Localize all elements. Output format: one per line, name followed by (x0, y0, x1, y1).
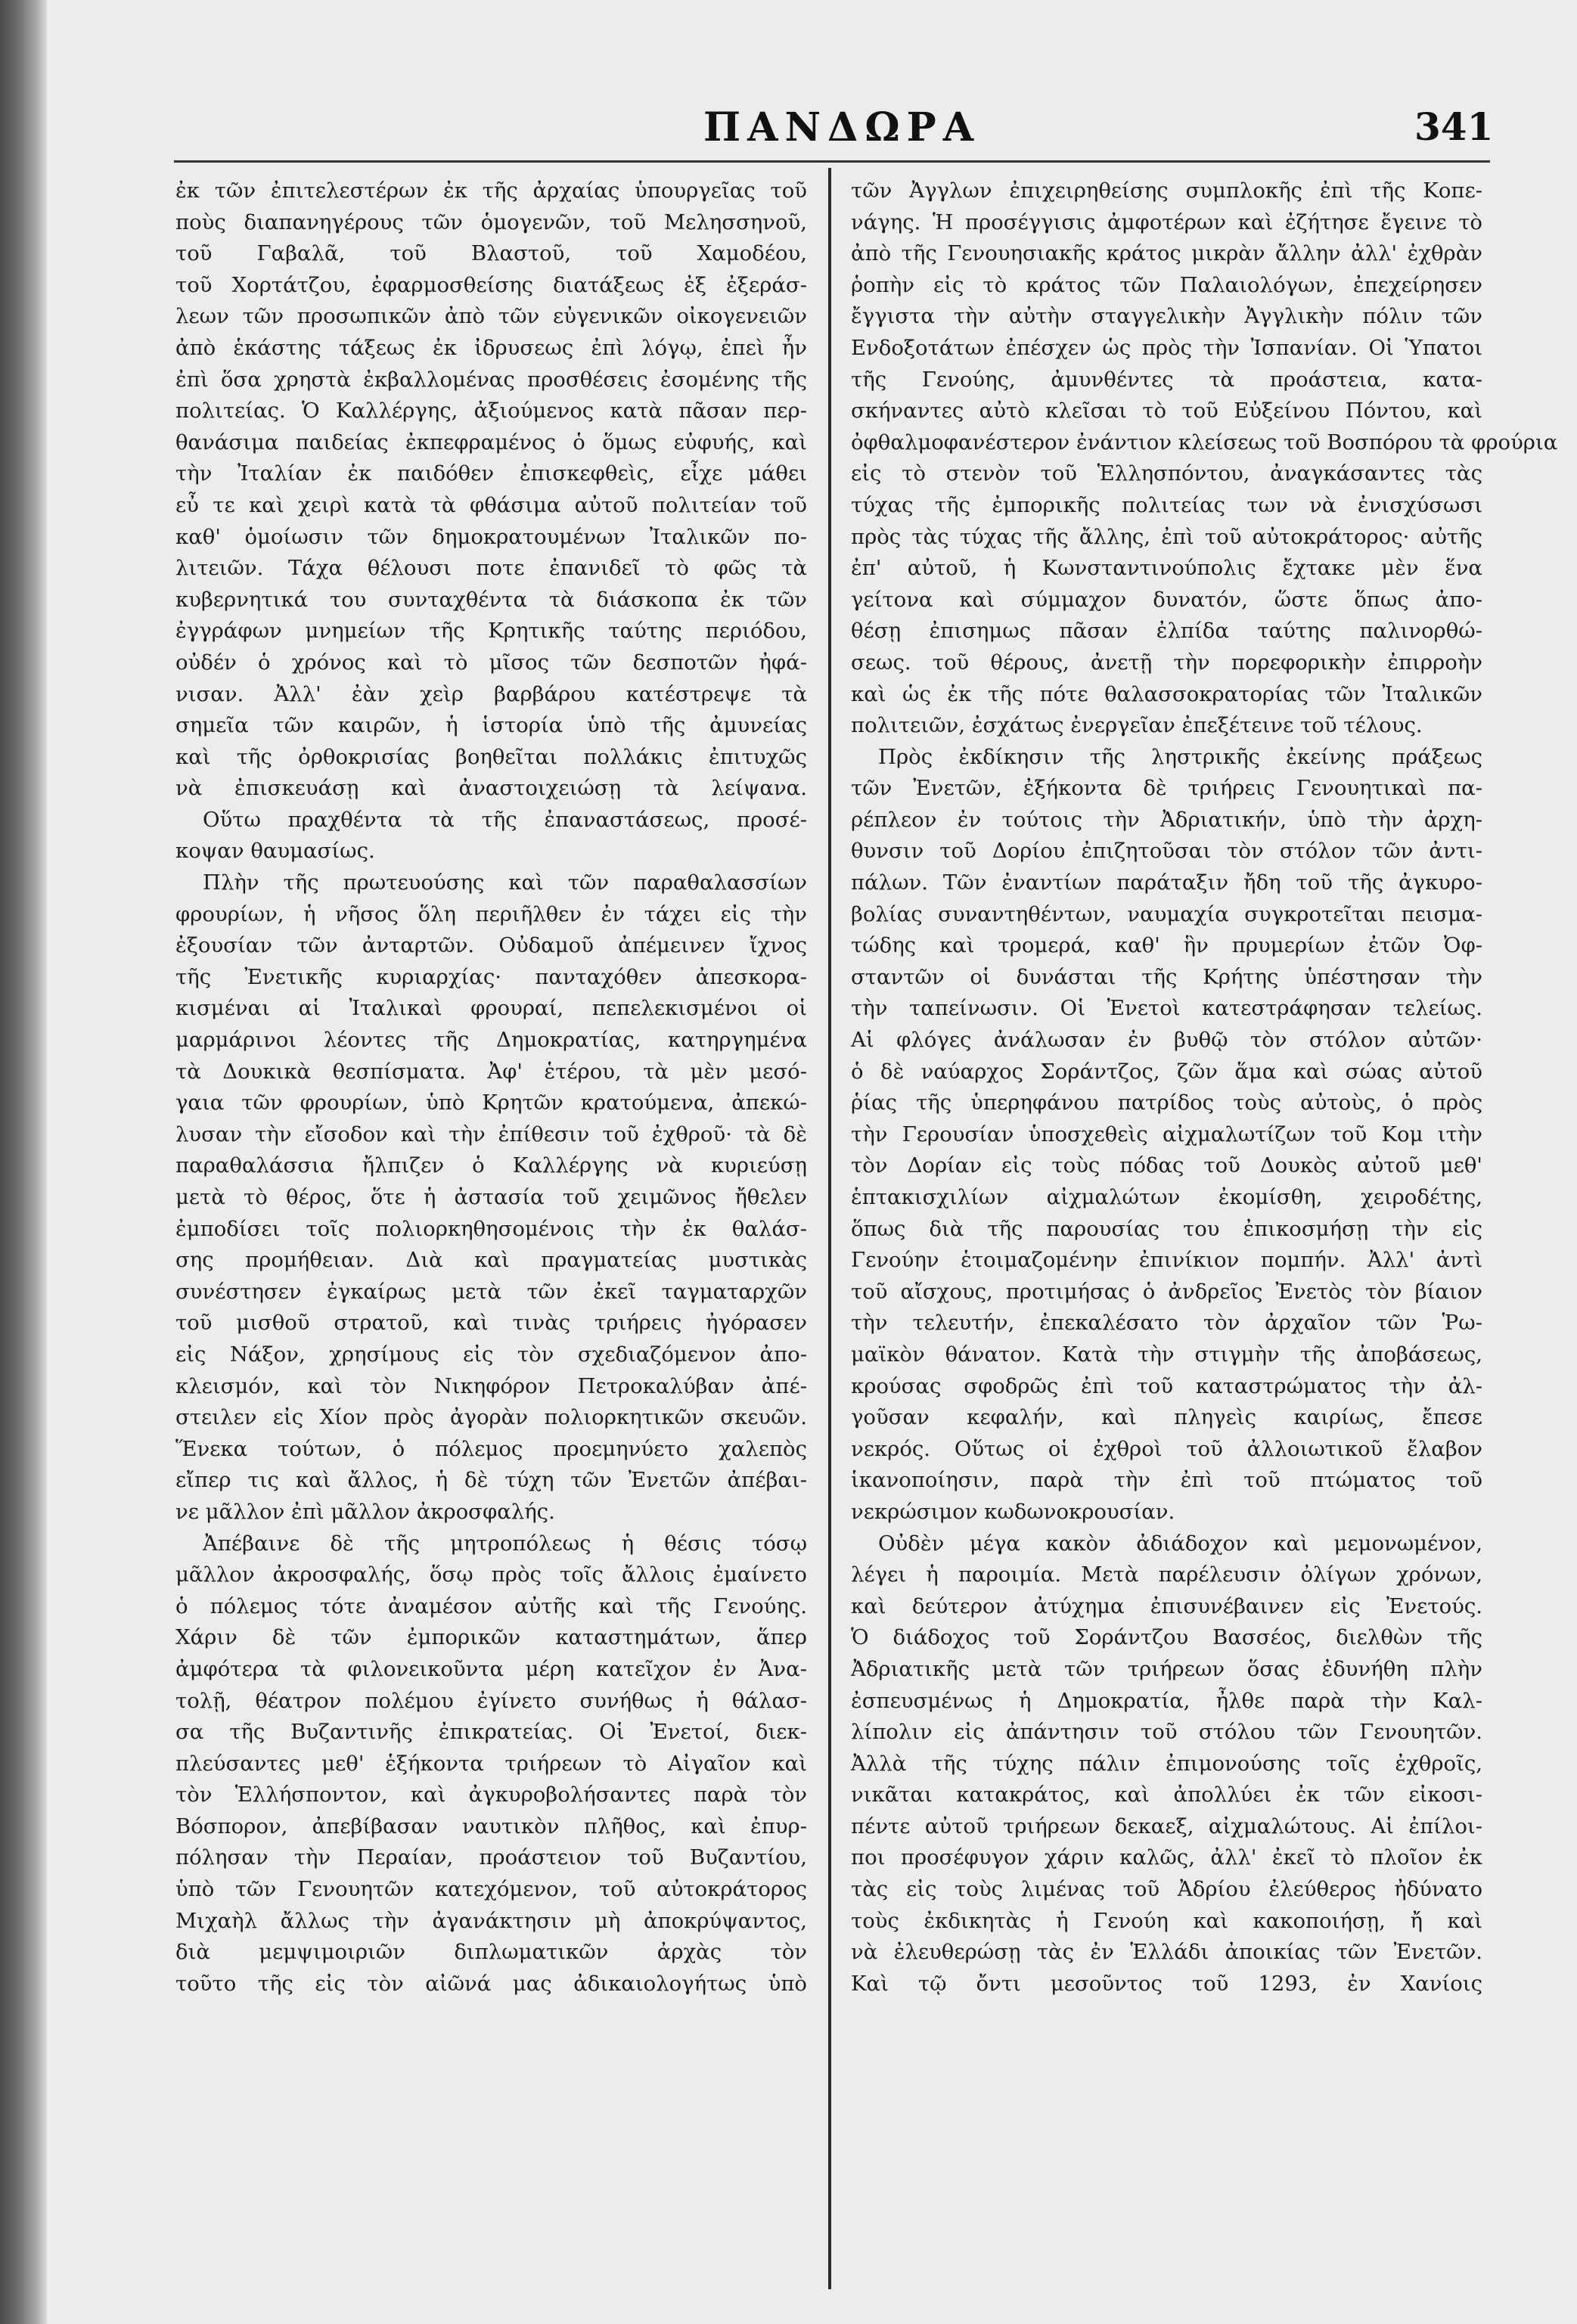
text-line: νὰ ἐλευθερώσῃ τὰς ἐν Ἑλλάδι ἀποικίας τῶν Ἐνετῶν. (851, 1940, 1482, 1965)
text-line: παραθαλάσσια ἤλπιζεν ὁ Καλλέργης νὰ κυριεύσῃ (175, 1153, 807, 1178)
text-line: ῥίας τῆς ὑπερηφάνου πατρίδος τοὺς αὐτοὺς, ὁ πρὸς (851, 1091, 1482, 1115)
text-line: σα τῆς Βυζαντινῆς ἐπικρατείας. Οἱ Ἐνετοί, διεκ- (175, 1720, 807, 1745)
text-line: τὴν τελευτήν, ἐπεκαλέσατο τὸν ἀρχαῖον τῶν Ῥω- (851, 1311, 1482, 1336)
text-line: πόλησαν τὴν Περαίαν, προάστειον τοῦ Βυζαντίου, (175, 1845, 807, 1870)
text-line: νε μᾶλλον ἐπὶ μᾶλλον ἀκροσφαλής. (175, 1499, 555, 1524)
text-line: γαια τῶν φρουρίων, ὑπὸ Κρητῶν κρατούμενα, ἀπεκώ- (175, 1091, 807, 1115)
text-line: ὁ δὲ ναύαρχος Σοράντζος, ζῶν ἅμα καὶ σώας αὐτοῦ (851, 1059, 1482, 1084)
text-line: κρούσας σφοδρῶς ἐπὶ τοῦ καταστρώματος τὴν ἀλ- (851, 1373, 1482, 1398)
text-line: εὖ τε καὶ χειρὶ κατὰ τὰ φθάσιμα αὐτοῦ πολιτείαν τοῦ (175, 492, 807, 517)
text-line: Χάριν δὲ τῶν ἐμπορικῶν καταστημάτων, ἅπερ (175, 1625, 807, 1650)
right-text-column (851, 175, 1558, 2000)
text-line: Αἱ φλόγες ἀνάλωσαν ἐν βυθῷ τὸν στόλον αὐτῶν· (851, 1028, 1482, 1053)
text-line: ῥοπὴν εἰς τὸ κράτος τῶν Παλαιολόγων, ἐπεχείρησεν (851, 272, 1482, 297)
text-line: λίπολιν εἰς ἀπάντησιν τοῦ στόλου τῶν Γενουητῶν. (851, 1720, 1482, 1745)
text-line: τοῦ Γαβαλᾶ, τοῦ Βλαστοῦ, τοῦ Χαμοδέου, (175, 241, 807, 266)
text-line: συνέστησεν ἐγκαίρως μετὰ τῶν ἐκεῖ ταγματαρχῶν (175, 1279, 807, 1304)
text-line: κλεισμόν, καὶ τὸν Νικηφόρον Πετροκαλύβαν ἀπέ- (175, 1373, 807, 1398)
text-line: διὰ μεμψιμοιριῶν διπλωματικῶν ἀρχὰς τὸν (175, 1940, 807, 1965)
text-line: ποὺς διαπανηγέρους τῶν ὁμογενῶν, τοῦ Μελησσηνοῦ, (175, 209, 807, 234)
page-number: 341 (1414, 104, 1494, 149)
text-line: τὸν Ἑλλήσποντον, καὶ ἀγκυροβολήσαντες παρὰ τὸν (175, 1783, 807, 1807)
text-line: ποι προσέφυγον χάριν καλῶς, ἀλλ' ἐκεῖ τὸ πλοῖον ἐκ (851, 1845, 1482, 1870)
text-line: καὶ δεύτερον ἀτύχημα ἐπισυνέβαινεν εἰς Ἐνετούς. (851, 1593, 1482, 1618)
text-line: τοῦ αἴσχους, προτιμήσας ὁ ἀνδρεῖος Ἐνετὸς τὸν βίαιον (851, 1279, 1482, 1304)
text-line: Πρὸς ἐκδίκησιν τῆς ληστρικῆς ἐκείνης πράξεως (878, 744, 1482, 769)
text-line: εἰς Νάξον, χρησίμους εἰς τὸν σχεδιαζόμενον ἀπο- (175, 1342, 807, 1367)
text-line: γοῦσαν κεφαλήν, καὶ πληγεὶς καιρίως, ἔπεσε (851, 1405, 1482, 1430)
text-line: ὅπως διὰ τῆς παρουσίας του ἐπικοσμήσῃ τὴν εἰς (851, 1216, 1482, 1241)
text-line: νάγης. Ἡ προσέγγισις ἀμφοτέρων καὶ ἐζήτησε ἔγεινε τὸ (851, 209, 1482, 234)
text-line: Μιχαὴλ ἄλλως τὴν ἀγανάκτησιν μὴ ἀποκρύψαντος, (175, 1908, 807, 1933)
text-line: σταντῶν οἱ δυνάσται τῆς Κρήτης ὑπέστησαν τὴν (851, 964, 1482, 989)
text-line: ρέπλεον ἐν τούτοις τὴν Ἀδριατικήν, ὑπὸ τὴν ἀρχη- (851, 807, 1482, 832)
text-line: ἀπὸ τῆς Γενουησιακῆς κράτος μικρὰν ἄλλην ἀλλ' ἐχθρὰν (851, 241, 1482, 266)
text-line: ἐσπευσμένως ἡ Δημοκρατία, ἦλθε παρὰ τὴν Καλ- (851, 1688, 1482, 1713)
text-line: Πλὴν τῆς πρωτευούσης καὶ τῶν παραθαλασσίων (203, 870, 807, 895)
text-line: κισμέναι αἱ Ἰταλικαὶ φρουραί, πεπελεκισμένοι οἱ (175, 996, 807, 1021)
text-line: Ἀδριατικῆς μετὰ τῶν τριήρεων ὅσας ἐδυνήθη πλὴν (851, 1656, 1482, 1681)
header-rule (174, 160, 1490, 163)
text-line: κυβερνητικά του συνταχθέντα τὰ διάσκοπα ἐκ τῶν (175, 587, 807, 612)
text-line: τώδης καὶ τρομερά, καθ' ἣν πρυμερίων ἐτῶν Ὀφ- (851, 933, 1482, 958)
text-line: τῆς Γενούης, ἀμυνθέντες τὰ προάστεια, κατα- (851, 367, 1482, 392)
text-line: νικᾶται κατακράτος, καὶ ἀπολλύει ἐκ τῶν εἰκοσι- (851, 1783, 1482, 1807)
text-line: ἑπτακισχιλίων αἰχμαλώτων ἐκομίσθη, χειροδέτης, (851, 1185, 1482, 1209)
text-line: πέντε αὐτοῦ τριήρεων δεκαεξ, αἰχμαλώτους. Αἱ ἐπίλοι- (851, 1814, 1482, 1838)
text-line: ἀμφότερα τὰ φιλονεικοῦντα μέρη κατεῖχον ἐν Ἀνα- (175, 1656, 807, 1681)
text-line: τὴν Ἰταλίαν ἐκ παιδόθεν ἐπισκεφθεὶς, εἶχε μάθει (175, 461, 807, 486)
text-line: ὑπὸ τῶν Γενουητῶν κατεχόμενον, τοῦ αὐτοκράτορος (175, 1877, 807, 1902)
text-line: ἔγγιστα τὴν αὐτὴν σταγγελικὴν Ἀγγλικὴν πόλιν τῶν (851, 304, 1482, 329)
text-line: τολῇ, θέατρον πολέμου ἐγίνετο συνήθως ἡ θάλασ- (175, 1688, 807, 1713)
text-line: ἐκ τῶν ἐπιτελεστέρων ἐκ τῆς ἀρχαίας ὑπουργεῖας τοῦ (175, 178, 807, 203)
text-line: τῶν Ἀγγλων ἐπιχειρηθείσης συμπλοκῆς ἐπὶ τῆς Κοπε- (851, 178, 1482, 203)
text-line: τοῦτο τῆς εἰς τὸν αἰῶνά μας ἀδικαιολογήτως ὑπὸ (175, 1971, 807, 1996)
text-line: πολιτειῶν, ἐσχάτως ἐνεργεῖαν ἐπεξέτεινε τοῦ τέλους. (851, 713, 1423, 738)
text-line: κοψαν θαυμασίως. (175, 839, 375, 864)
text-line: βολίας συναντηθέντων, ναυμαχία συγκροτεῖται πεισμα- (851, 901, 1482, 926)
text-line: τοῦ Χορτάτζου, ἐφαρμοσθείσης διατάξεως ἐξ ἐξεράσ- (175, 272, 807, 297)
text-line: νεκρός. Οὕτως οἱ ἐχθροὶ τοῦ ἀλλοιωτικοῦ ἔλαβον (851, 1436, 1482, 1461)
text-line: τὰ Δουκικὰ θεσπίσματα. Ἀφ' ἑτέρου, τὰ μὲν μεσό- (175, 1059, 807, 1084)
text-line: σεως. τοῦ θέρους, ἀνετῇ τὴν πορεφορικὴν ἐπιρροὴν (851, 650, 1482, 675)
text-line: θανάσιμα παιδείας ἐκπεφραμένος ὁ ὅμως εὐφυής, καὶ (175, 430, 807, 455)
text-line: τοὺς ἐκδικητὰς ἡ Γενούη καὶ κακοποιήσῃ, ἤ καὶ (851, 1908, 1482, 1933)
text-line: τὴν ταπείνωσιν. Οἱ Ἐνετοὶ κατεστράφησαν τελείως. (851, 996, 1482, 1021)
text-line: σης προμήθειαν. Διὰ καὶ πραγματείας μυστικὰς (175, 1248, 807, 1273)
text-line: οὐδέν ὁ χρόνος καὶ τὸ μῖσος τῶν δεσποτῶν ἠφά- (175, 650, 807, 675)
text-line: τύχας τῆς ἐμπορικῆς πολιτείας των νὰ ἐνισχύσωσι (851, 492, 1482, 517)
text-line: φρουρίων, ἡ νῆσος ὅλη περιῆλθεν ἐν τάχει εἰς τὴν (175, 901, 807, 926)
text-line: τὴν Γερουσίαν ὑποσχεθεὶς αἰχμαλωτίζων τοῦ Κομ ιτὴν (851, 1122, 1482, 1146)
text-line: καθ' ὁμοίωσιν τῶν δημοκρατουμένων Ἰταλικῶν πο- (175, 524, 807, 549)
text-line: ὀφθαλμοφανέστερον ἐνάντιον κλείσεως τοῦ Βοσπόρου τὰ φρούρια (851, 430, 1558, 455)
text-line: στειλεν εἰς Χίον πρὸς ἀγορὰν πολιορκητικῶν σκευῶν. (175, 1405, 807, 1430)
text-line: λεων τῶν προσωπικῶν ἀπὸ τῶν εὐγενικῶν οἰκογενειῶν (175, 304, 807, 329)
text-line: Βόσπορον, ἀπεβίβασαν ναυτικὸν πλῆθος, καὶ ἐπυρ- (175, 1814, 807, 1838)
text-line: τῶν Ἐνετῶν, ἐξήκοντα δὲ τριήρεις Γενουητικαὶ πα- (851, 776, 1482, 801)
text-line: ἱκανοποίησιν, παρὰ τὴν ἐπὶ τοῦ πτώματος τοῦ (851, 1468, 1482, 1493)
text-line: εἴπερ τις καὶ ἄλλος, ἡ δὲ τύχη τῶν Ἐνετῶν ἀπέβαι- (175, 1468, 807, 1493)
text-line: ἀπὸ ἑκάστης τάξεως ἐκ ἰδρυσεως ἐπὶ λόγῳ, ἐπεὶ ἦν (175, 335, 807, 360)
text-line: σκήναντες αὐτὸ κλεῖσαι τὸ τοῦ Εὐξείνου Πόντου, καὶ (851, 399, 1482, 424)
text-line: ἐξουσίαν τῶν ἀνταρτῶν. Οὐδαμοῦ ἀπέμεινεν ἴχνος (175, 933, 807, 958)
text-line: ἐγγράφων μνημείων τῆς Κρητικῆς ταύτης περιόδου, (175, 619, 807, 644)
text-line: μᾶλλον ἀκροσφαλής, ὅσῳ πρὸς τοῖς ἄλλοις ἐμαίνετο (175, 1562, 807, 1587)
text-line: Γενούην ἑτοιμαζομένην ἐπινίκιον πομπήν. Ἀλλ' ἀντὶ (851, 1248, 1482, 1273)
text-line: καὶ ὡς ἐκ τῆς πότε θαλασσοκρατορίας τῶν Ἰταλικῶν (851, 681, 1482, 706)
text-line: σημεῖα τῶν καιρῶν, ἡ ἱστορία ὑπὸ τῆς ἀμυνείας (175, 713, 807, 738)
text-line: πρὸς τὰς τύχας τῆς ἄλλης, ἐπὶ τοῦ αὐτοκράτορος· αὐτῆς (851, 524, 1482, 549)
text-line: θέσῃ ἐπισημως πᾶσαν ἐλπίδα ταύτης παλινορθώ- (851, 619, 1482, 644)
running-header-title: ΠΑΝΔΩΡΑ (703, 104, 981, 150)
text-line: μαϊκὸν θάνατον. Κατὰ τὴν στιγμὴν τῆς ἀποβάσεως, (851, 1342, 1482, 1367)
text-line: λέγει ἡ παροιμία. Μετὰ παρέλευσιν ὀλίγων χρόνων, (851, 1562, 1482, 1587)
text-line: νισαν. Ἀλλ' ἐὰν χεὶρ βαρβάρου κατέστρεψε τὰ (175, 681, 807, 706)
text-line: μαρμάρινοι λέοντες τῆς Δημοκρατίας, κατηργημένα (175, 1028, 807, 1053)
text-line: Ἕνεκα τούτων, ὁ πόλεμος προεμηνύετο χαλεπὸς (175, 1436, 807, 1461)
text-line: Ἀπέβαινε δὲ τῆς μητροπόλεως ἡ θέσις τόσῳ (203, 1531, 807, 1556)
text-line: λιτειῶν. Τάχα θέλουσι ποτε ἐπανιδεῖ τὸ φῶς τὰ (175, 556, 807, 581)
text-line: πλεύσαντες μεθ' ἑξήκοντα τριήρεων τὸ Αἰγαῖον καὶ (175, 1751, 807, 1776)
text-line: εἰς τὸ στενὸν τοῦ Ἑλλησπόντου, ἀναγκάσαντες τὰς (851, 461, 1482, 486)
text-line: ἐπὶ ὅσα χρηστὰ ἐκβαλλομένας προσθέσεις ἐσομένης τῆς (175, 367, 807, 392)
text-line: λυσαν τὴν εἴσοδον καὶ τὴν ἐπίθεσιν τοῦ ἐχθροῦ· τὰ δὲ (175, 1122, 807, 1146)
text-line: Ἀλλὰ τῆς τύχης πάλιν ἐπιμονούσης τοῖς ἐχθροῖς, (851, 1751, 1482, 1776)
text-line: Οὐδὲν μέγα κακὸν ἀδιάδοχον καὶ μεμονωμένον, (878, 1531, 1482, 1556)
left-text-column (175, 175, 807, 2000)
text-line: Ενδοξοτάτων ἐπέσχεν ὡς πρὸς τὴν Ἰσπανίαν. Οἱ Ὑπατοι (851, 335, 1482, 360)
text-line: πάλων. Τῶν ἐναντίων παράταξιν ἤδη τοῦ τῆς ἀγκυρο- (851, 870, 1482, 895)
text-line: μετὰ τὸ θέρος, ὅτε ἡ ἀστασία τοῦ χειμῶνος ἤθελεν (175, 1185, 807, 1209)
text-line: νὰ ἐπισκευάσῃ καὶ ἀναστοιχειώσῃ τὰ λείψανα. (175, 776, 807, 801)
text-line: Ὁ διάδοχος τοῦ Σοράντζου Βασσέος, διελθὼν τῆς (851, 1625, 1482, 1650)
page-gutter-shadow (0, 0, 47, 2324)
text-line: ὁ πόλεμος τότε ἀναμέσον αὐτῆς καὶ τῆς Γενούης. (175, 1593, 807, 1618)
text-line: Οὕτω πραχθέντα τὰ τῆς ἐπαναστάσεως, προσέ- (203, 807, 807, 832)
text-line: τὰς εἰς τοὺς λιμένας τοῦ Ἀδρίου ἐλεύθερος ἠδύνατο (851, 1877, 1482, 1902)
text-line: γείτονα καὶ σύμμαχον δυνατόν, ὥστε ὅπως ἀπο- (851, 587, 1482, 612)
text-line: ἐμποδίσει τοῖς πολιορκηθησομένοις τὴν ἐκ θαλάσ- (175, 1216, 807, 1241)
text-line: Καὶ τῷ ὄντι μεσοῦντος τοῦ 1293, ἐν Χανίοις (851, 1971, 1482, 1996)
text-line: ἐπ' αὐτοῦ, ἡ Κωνσταντινούπολις ἔχτακε μὲν ἕνα (851, 556, 1482, 581)
text-line: πολιτείας. Ὁ Καλλέργης, ἀξιούμενος κατὰ πᾶσαν περ- (175, 399, 807, 424)
column-divider (828, 168, 831, 2289)
text-line: τοῦ μισθοῦ στρατοῦ, καὶ τινὰς τριήρεις ἠγόρασεν (175, 1311, 807, 1336)
text-line: νεκρώσιμον κωδωνοκρουσίαν. (851, 1499, 1175, 1524)
text-line: καὶ τῆς ὀρθοκρισίας βοηθεῖται πολλάκις ἐπιτυχῶς (175, 744, 807, 769)
text-line: τὸν Δορίαν εἰς τοὺς πόδας τοῦ Δουκὸς αὐτοῦ μεθ' (851, 1153, 1482, 1178)
text-line: τῆς Ἐνετικῆς κυριαρχίας· πανταχόθεν ἀπεσκορα- (175, 964, 807, 989)
text-line: θυνσιν τοῦ Δορίου ἐπιζητοῦσαι τὸν στόλον τῶν ἀντι- (851, 839, 1482, 864)
